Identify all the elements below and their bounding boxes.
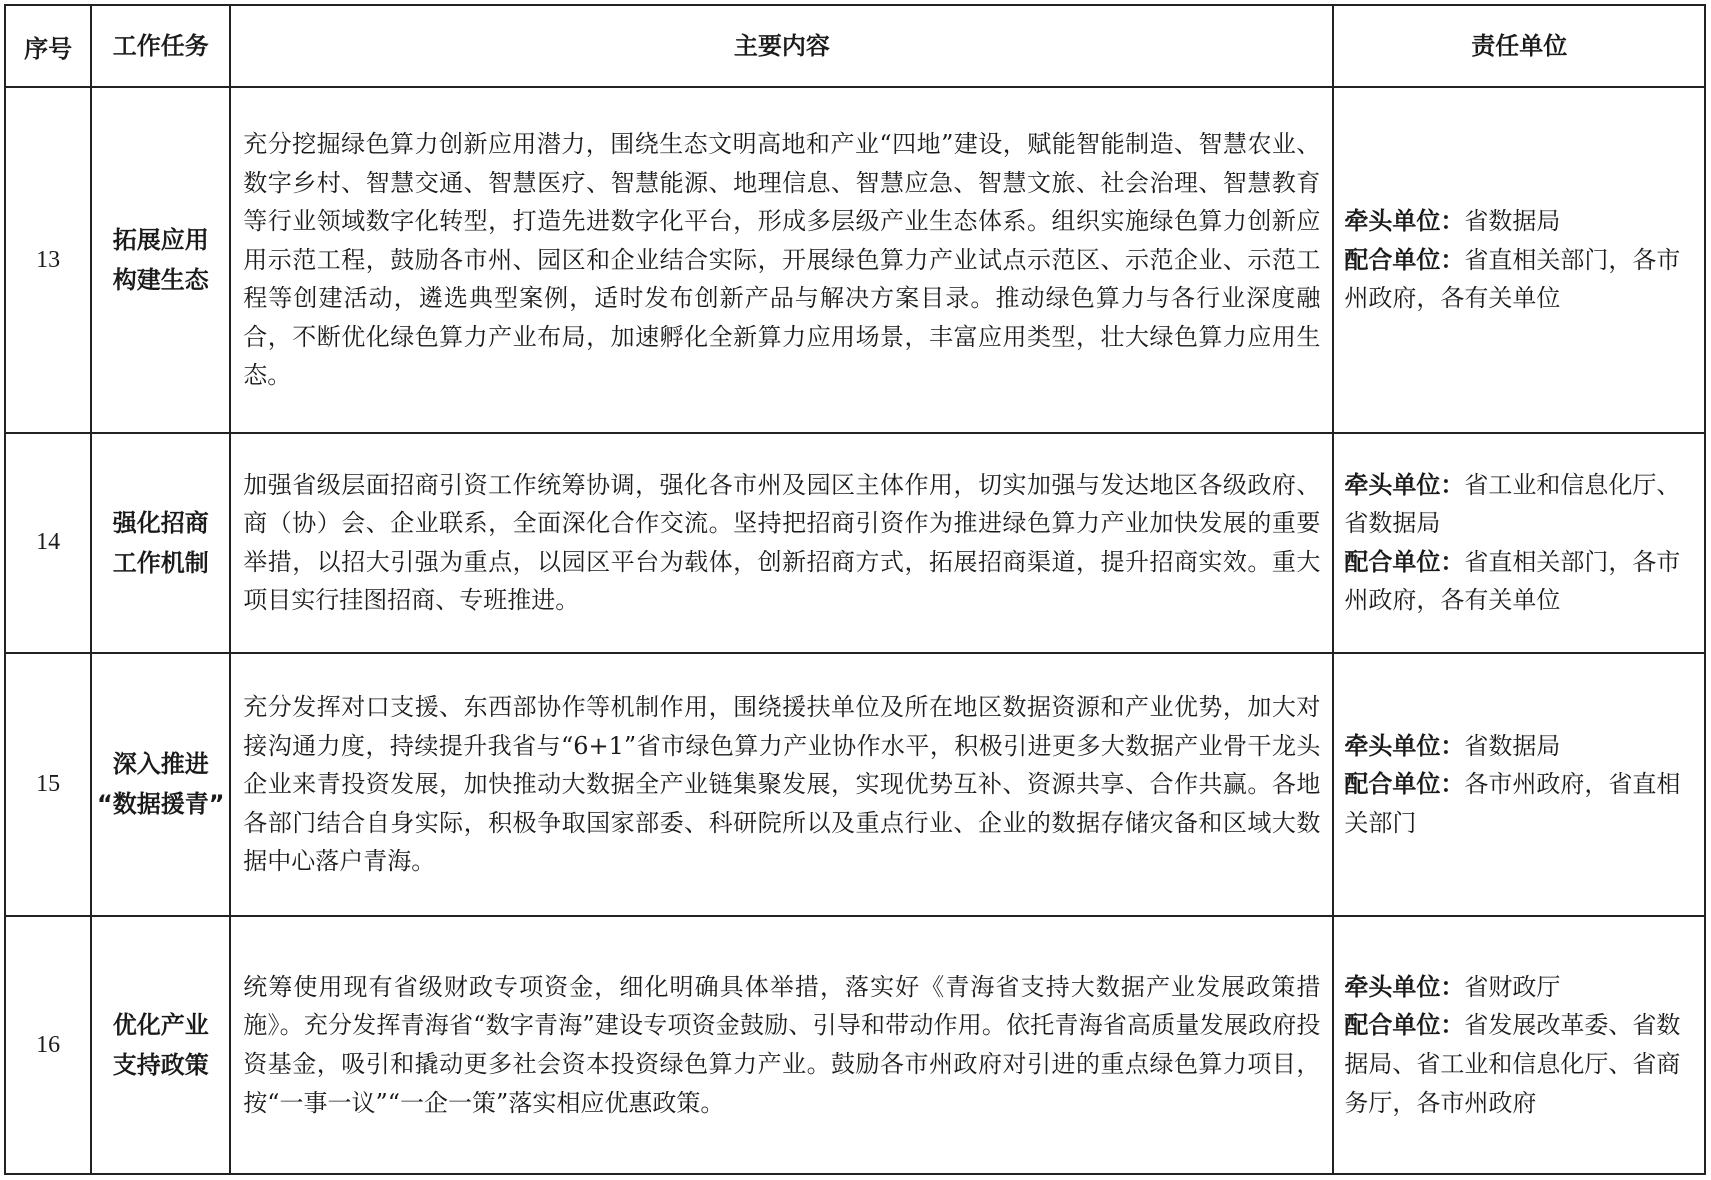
- coop-label: 配合单位：: [1344, 547, 1465, 576]
- row-number: 14: [5, 433, 91, 653]
- lead-value: 省工业和信息化厅、省数据局: [1344, 470, 1681, 538]
- task-line: 构建生态: [112, 266, 209, 294]
- lead-label: 牵头单位：: [1344, 731, 1465, 760]
- lead-unit: [1344, 968, 1694, 1007]
- row-content: [230, 916, 1333, 1174]
- row-unit: [1333, 916, 1705, 1174]
- row-content: [230, 433, 1333, 653]
- header-content: 主要内容: [230, 5, 1333, 87]
- table-row: [5, 433, 1705, 653]
- content-text: 充分发挥对口支援、东西部协作等机制作用，围绕援扶单位及所在地区数据资源和产业优势，加大对接沟通力度，持续提升我省与“6+1”省市绿色算力产业协作水平，积极引进更多大数据产业骨干龙头企业来青投资发展，加快推动大数据全产业链集聚发展，实现优势互补、资源共享、合作共赢。各地各部门结合自身实际，积极争取国家部委、科研院所以及重点行业、企业的数据存储灾备和区域大数据中心落户青海。: [243, 692, 1321, 876]
- lead-label: 牵头单位：: [1344, 972, 1465, 1001]
- task-line: 优化产业: [112, 1011, 209, 1040]
- coop-value: 各市州政府，省直相关部门: [1344, 770, 1681, 837]
- coop-value: 省直相关部门，各市州政府，各有关单位: [1344, 245, 1681, 313]
- lead-unit: [1344, 202, 1694, 241]
- row-task: [91, 87, 230, 433]
- coop-unit: [1344, 1006, 1694, 1122]
- task-line: 工作机制: [112, 548, 209, 577]
- row-number: 15: [5, 653, 91, 916]
- lead-unit: [1344, 727, 1694, 766]
- content-text: 充分挖掘绿色算力创新应用潜力，围绕生态文明高地和产业“四地”建设，赋能智能制造、智慧农业、数字乡村、智慧交通、智慧医疗、智慧能源、地理信息、智慧应急、智慧文旅、社会治理、智慧教育等行业领域数字化转型，打造先进数字化平台，形成多层级产业生态体系。组织实施绿色算力创新应用示范工程，鼓励各市州、园区和企业结合实际，开展绿色算力产业试点示范区、示范企业、示范工程等创建活动，遴选典型案例，适时发布创新产品与解决方案目录。推动绿色算力与各行业深度融合，不断优化绿色算力产业布局，加速孵化全新算力应用场景，丰富应用类型，壮大绿色算力应用生态。: [243, 129, 1321, 390]
- lead-label: 牵头单位：: [1344, 470, 1465, 499]
- header-no: 序号: [5, 5, 91, 87]
- row-unit: [1333, 433, 1705, 653]
- content-text: 统筹使用现有省级财政专项资金，细化明确具体举措，落实好《青海省支持大数据产业发展政策措施》。充分发挥青海省“数字青海”建设专项资金鼓励、引导和带动作用。依托青海省高质量发展政府投资基金，吸引和撬动更多社会资本投资绿色算力产业。鼓励各市州政府对引进的重点绿色算力项目，按“一事一议”“一企一策”落实相应优惠政策。: [243, 972, 1321, 1117]
- header-task: 工作任务: [91, 5, 230, 87]
- coop-value: 省直相关部门，各市州政府，各有关单位: [1344, 547, 1681, 615]
- coop-unit: [1344, 543, 1694, 620]
- task-line: “数据援青”: [97, 790, 225, 819]
- lead-value: 省数据局: [1464, 207, 1561, 236]
- row-task: [91, 916, 230, 1174]
- task-line: 强化招商: [112, 508, 209, 537]
- row-task: [91, 653, 230, 916]
- coop-unit: [1344, 241, 1694, 318]
- table-header-row: [5, 5, 1705, 87]
- task-line: 深入推进: [112, 750, 209, 779]
- row-number: 13: [5, 87, 91, 433]
- table-row: [5, 653, 1705, 916]
- row-unit: [1333, 653, 1705, 916]
- task-line: 支持政策: [112, 1051, 209, 1080]
- row-content: [230, 653, 1333, 916]
- row-number: 16: [5, 916, 91, 1174]
- table-row: [5, 87, 1705, 433]
- lead-unit: [1344, 466, 1694, 543]
- content-text: 加强省级层面招商引资工作统筹协调，强化各市州及园区主体作用，切实加强与发达地区各级政府、商（协）会、企业联系，全面深化合作交流。坚持把招商引资作为推进绿色算力产业加快发展的重要举措，以招大引强为重点，以园区平台为载体，创新招商方式，拓展招商渠道，提升招商实效。重大项目实行挂图招商、专班推进。: [243, 470, 1321, 615]
- coop-label: 配合单位：: [1344, 1011, 1465, 1040]
- lead-value: 省数据局: [1464, 731, 1561, 760]
- row-content: [230, 87, 1333, 433]
- table-row: [5, 916, 1705, 1174]
- coop-label: 配合单位：: [1344, 245, 1465, 274]
- coop-unit: [1344, 765, 1694, 842]
- coop-label: 配合单位：: [1344, 770, 1465, 799]
- lead-label: 牵头单位：: [1344, 207, 1465, 236]
- row-unit: [1333, 87, 1705, 433]
- lead-value: 省财政厅: [1464, 972, 1561, 1001]
- row-task: [91, 433, 230, 653]
- task-table: [4, 4, 1706, 1175]
- header-unit: 责任单位: [1333, 5, 1705, 87]
- coop-value: 省发展改革委、省数据局、省工业和信息化厅、省商务厅，各市州政府: [1344, 1011, 1681, 1117]
- task-line: 拓展应用: [112, 226, 209, 254]
